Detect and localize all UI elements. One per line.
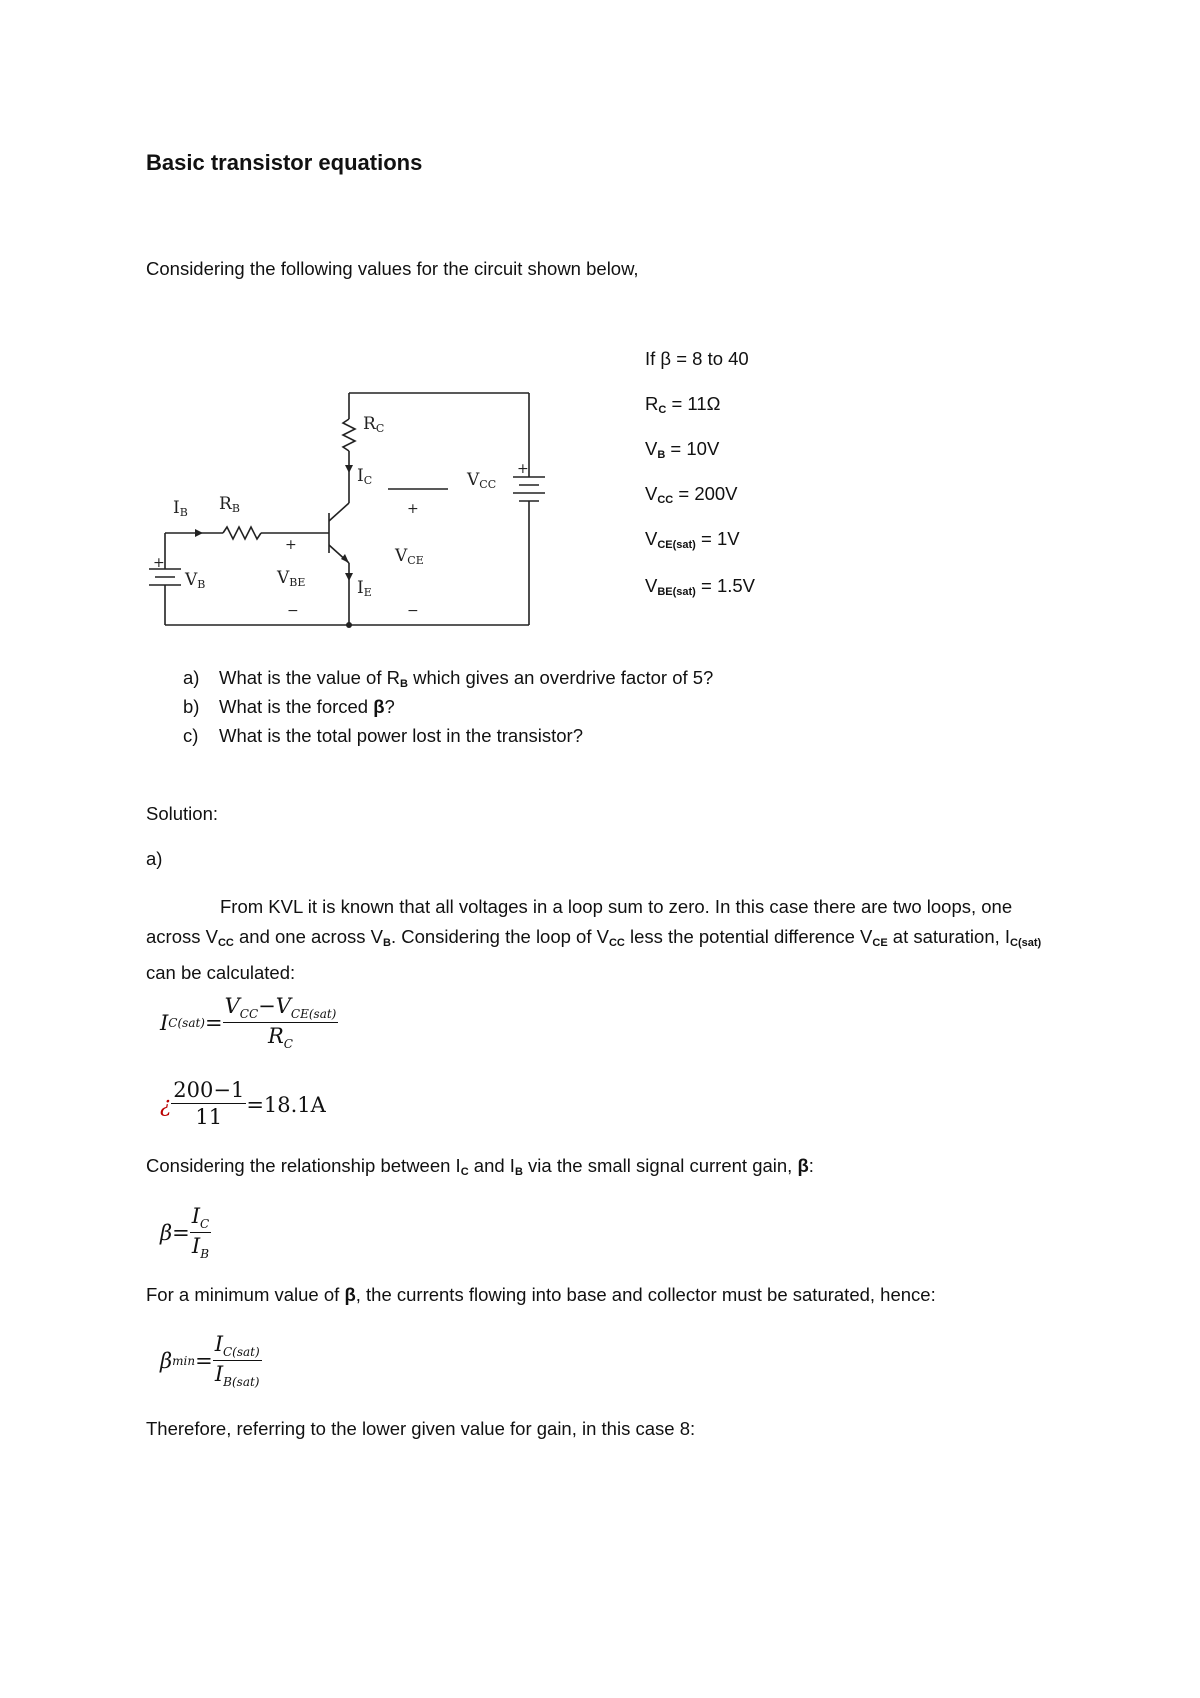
vb-label: VB bbox=[185, 570, 206, 591]
equation-ic-sat: I C(sat) = $\frac{V_{CC}-V_{CE(sat)}}{R_C}$ bbox=[160, 994, 337, 1051]
vce-label: VCE bbox=[395, 546, 424, 567]
ie-label: IE bbox=[357, 578, 372, 599]
rb-label: RB bbox=[219, 494, 240, 515]
given-vce-sat: $V_{CE(sat)} = 1V$ bbox=[645, 528, 740, 551]
therefore-text: Therefore, referring to the lower given value for gain, in this case 8: bbox=[146, 1418, 696, 1439]
solution-part-a: a) bbox=[146, 848, 163, 869]
question-a: a) What is the value of $R_B$ which gives an overdrive factor of 5? bbox=[183, 667, 714, 690]
min-beta-text: For a minimum value of β, the currents flowing into base and collector must be saturated, hence: bbox=[146, 1284, 936, 1305]
svg-text:+: + bbox=[407, 501, 419, 517]
svg-text:+: + bbox=[153, 555, 165, 571]
svg-text:+: + bbox=[285, 537, 297, 553]
given-vcc: $V_{CC} = 200V$ bbox=[645, 483, 738, 506]
svg-text:−: − bbox=[287, 603, 299, 619]
transistor-circuit-diagram bbox=[145, 385, 565, 630]
given-vbe-sat: $V_{BE(sat)} = 1.5V$ bbox=[645, 575, 755, 598]
relationship-text: Considering the relationship between $I_C$ and $I_B$ via the small signal current gain, β: bbox=[146, 1155, 814, 1178]
svg-text:−: − bbox=[407, 603, 419, 619]
ic-label: IC bbox=[357, 466, 373, 487]
equation-beta-min: β min = $\frac{I_{C(sat)}}{I_{B(sat)}}$ bbox=[160, 1332, 260, 1389]
question-c: c) What is the total power lost in the transistor? bbox=[183, 725, 584, 746]
kvl-paragraph: From KVL it is known that all voltages in a loop sum to zero. In this case there are two loops, one across $V_{CC}$ and one across $V_B$. Considering the loop of $V_{CC}$ less the potential difference $V_{CE}$ at saturation, $I_{C(sat)}$ can be calculated: bbox=[146, 896, 1042, 983]
given-vb: $V_B = 10V$ bbox=[645, 438, 720, 461]
vcc-label: VCC bbox=[467, 470, 497, 491]
given-beta: If β = 8 to 40 bbox=[645, 348, 749, 369]
rc-label: RC bbox=[363, 414, 385, 435]
intro-text: Considering the following values for the circuit shown below, bbox=[146, 258, 639, 279]
svg-text:+: + bbox=[517, 461, 529, 477]
equation-ic-value: ¿ $\frac{200-1}{11}$ =18.1A bbox=[160, 1078, 326, 1130]
solution-heading: Solution: bbox=[146, 803, 218, 824]
vbe-label: VBE bbox=[277, 568, 306, 589]
ib-label: IB bbox=[173, 498, 188, 519]
given-rc: $R_C = 11\Omega$ bbox=[645, 393, 721, 416]
equation-beta: β = $\frac{I_C}{I_B}$ bbox=[160, 1204, 210, 1261]
page-title: Basic transistor equations bbox=[146, 150, 423, 175]
question-b: b) What is the forced β? bbox=[183, 696, 395, 717]
